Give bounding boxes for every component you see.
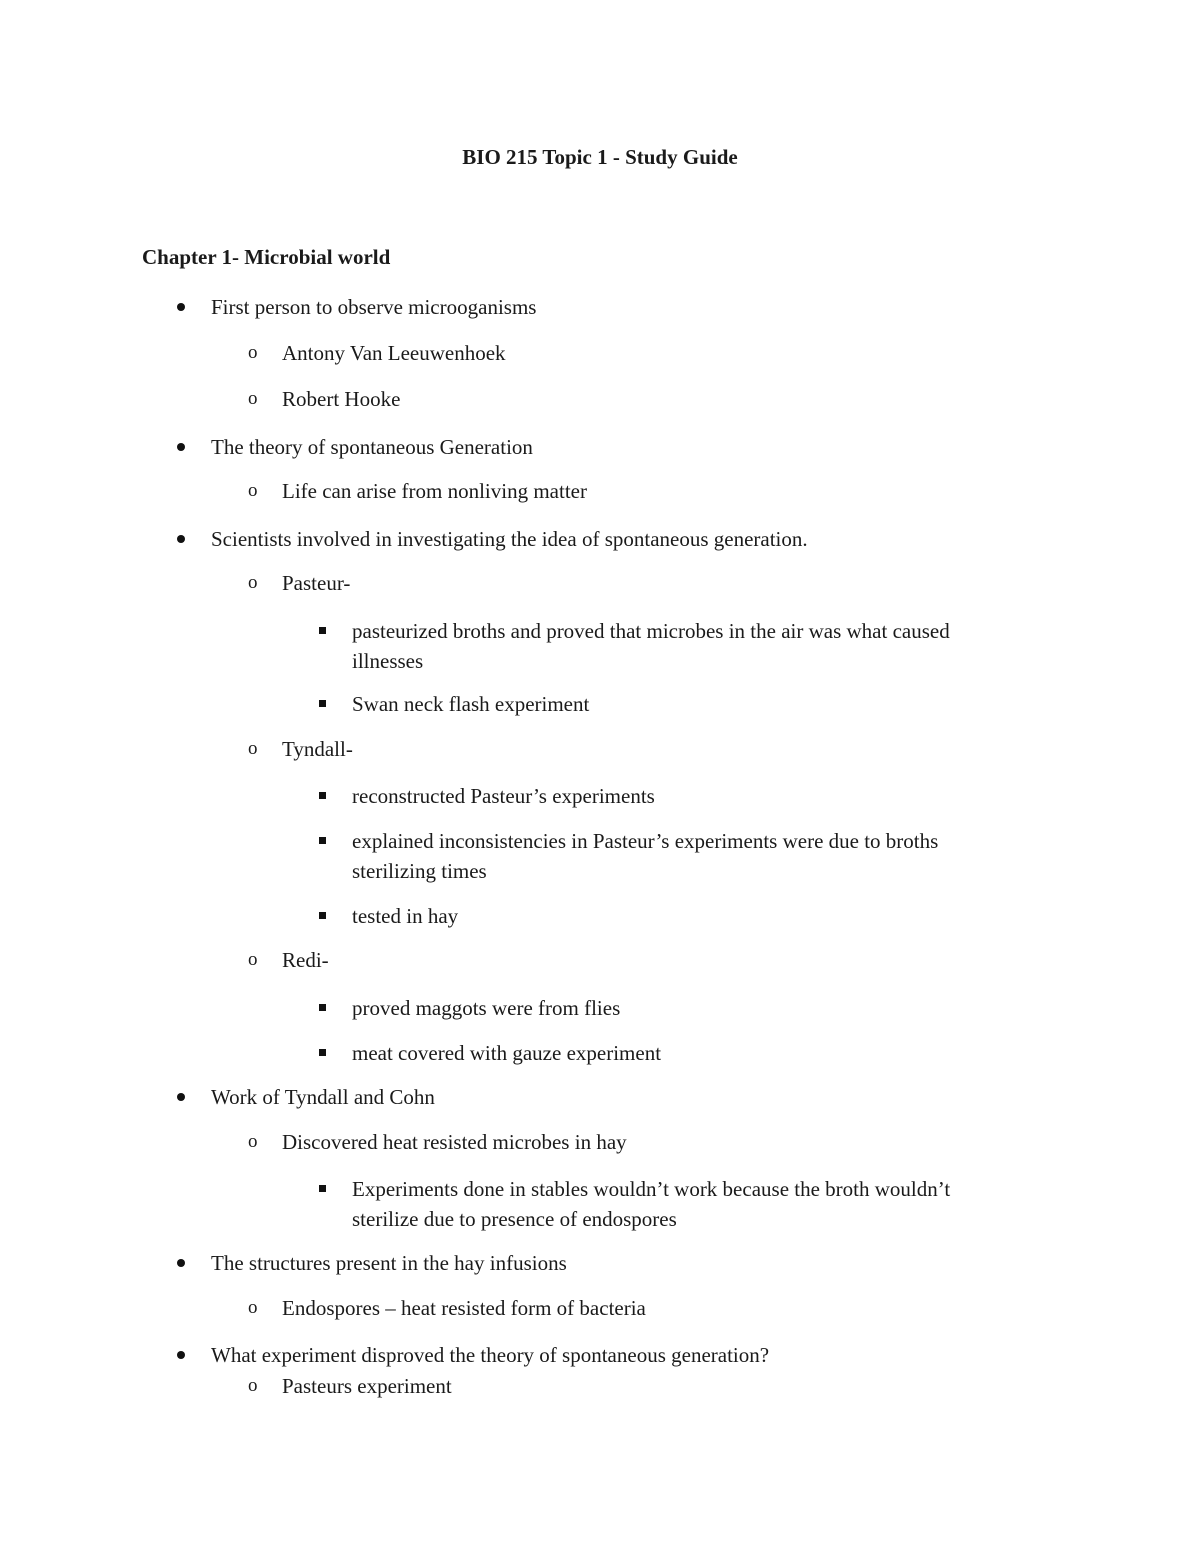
list-item-text: illnesses xyxy=(352,649,424,673)
list-item-text: reconstructed Pasteur’s experiments xyxy=(352,784,655,808)
circle-bullet-icon xyxy=(248,1293,258,1323)
list-item xyxy=(352,826,938,856)
list-item xyxy=(352,781,655,811)
list-item xyxy=(282,568,350,598)
list-item xyxy=(282,734,353,764)
circle-bullet-icon xyxy=(248,1127,258,1157)
bullet-icon xyxy=(177,1259,185,1267)
bullet-icon xyxy=(177,1351,185,1359)
list-item-text: First person to observe microoganisms xyxy=(211,295,537,319)
list-item-continuation xyxy=(352,856,487,886)
list-item-text: Pasteur- xyxy=(282,571,351,595)
list-item-text: Swan neck flash experiment xyxy=(352,692,590,716)
chapter-heading: Chapter 1- Microbial world xyxy=(142,245,391,269)
list-item-text: pasteurized broths and proved that microbes in the air was what caused xyxy=(352,619,950,643)
list-item xyxy=(282,1293,646,1323)
list-item xyxy=(211,292,536,322)
square-bullet-icon xyxy=(319,627,326,634)
list-item xyxy=(352,1174,950,1204)
square-bullet-icon xyxy=(319,700,326,707)
list-item-text: Endospores – heat resisted form of bacteria xyxy=(282,1296,646,1320)
list-item xyxy=(352,993,620,1023)
circle-bullet-icon xyxy=(248,1371,258,1401)
list-item-text: Robert Hooke xyxy=(282,387,401,411)
list-item xyxy=(282,384,400,414)
square-bullet-icon xyxy=(319,912,326,919)
list-item xyxy=(282,1127,627,1157)
list-item xyxy=(211,524,808,554)
list-item xyxy=(352,616,950,646)
circle-bullet-icon xyxy=(248,476,258,506)
list-item xyxy=(211,1340,769,1370)
list-item-text: Experiments done in stables wouldn’t work because the broth wouldn’t xyxy=(352,1177,951,1201)
list-item xyxy=(282,1371,452,1401)
list-item-text: Scientists involved in investigating the idea of spontaneous generation. xyxy=(211,527,808,551)
bullet-icon xyxy=(177,1093,185,1101)
circle-bullet-icon xyxy=(248,568,258,598)
list-item xyxy=(352,901,458,931)
list-item xyxy=(282,476,587,506)
document-title: BIO 215 Topic 1 - Study Guide xyxy=(462,145,738,169)
list-item-text: Work of Tyndall and Cohn xyxy=(211,1085,435,1109)
square-bullet-icon xyxy=(319,1049,326,1056)
list-item-text: The structures present in the hay infusions xyxy=(211,1251,567,1275)
circle-bullet-icon xyxy=(248,338,258,368)
circle-bullet-icon xyxy=(248,384,258,414)
list-item xyxy=(282,945,329,975)
bullet-icon xyxy=(177,303,185,311)
list-item-text: Pasteurs experiment xyxy=(282,1374,452,1398)
list-item-text: Redi- xyxy=(282,948,329,972)
list-item-text: Tyndall- xyxy=(282,737,353,761)
list-item xyxy=(282,338,506,368)
list-item-text: proved maggots were from flies xyxy=(352,996,621,1020)
list-item-text: sterilizing times xyxy=(352,859,487,883)
list-item-text: The theory of spontaneous Generation xyxy=(211,435,533,459)
list-item-text: Life can arise from nonliving matter xyxy=(282,479,587,503)
list-item xyxy=(352,689,589,719)
list-item xyxy=(211,432,533,462)
list-item xyxy=(211,1248,567,1278)
list-item-text: meat covered with gauze experiment xyxy=(352,1041,662,1065)
bullet-icon xyxy=(177,443,185,451)
list-item-text: sterilize due to presence of endospores xyxy=(352,1207,677,1231)
circle-bullet-icon xyxy=(248,945,258,975)
list-item-text: Antony Van Leeuwenhoek xyxy=(282,341,506,365)
list-item-text: Discovered heat resisted microbes in hay xyxy=(282,1130,627,1154)
square-bullet-icon xyxy=(319,792,326,799)
circle-bullet-icon xyxy=(248,734,258,764)
list-item-continuation xyxy=(352,1204,677,1234)
square-bullet-icon xyxy=(319,1004,326,1011)
list-item-text: tested in hay xyxy=(352,904,459,928)
bullet-icon xyxy=(177,535,185,543)
list-item xyxy=(352,1038,661,1068)
square-bullet-icon xyxy=(319,1185,326,1192)
list-item-text: What experiment disproved the theory of spontaneous generation? xyxy=(211,1343,770,1367)
list-item xyxy=(211,1082,435,1112)
list-item-continuation xyxy=(352,646,423,676)
square-bullet-icon xyxy=(319,837,326,844)
list-item-text: explained inconsistencies in Pasteur’s experiments were due to broths xyxy=(352,829,939,853)
